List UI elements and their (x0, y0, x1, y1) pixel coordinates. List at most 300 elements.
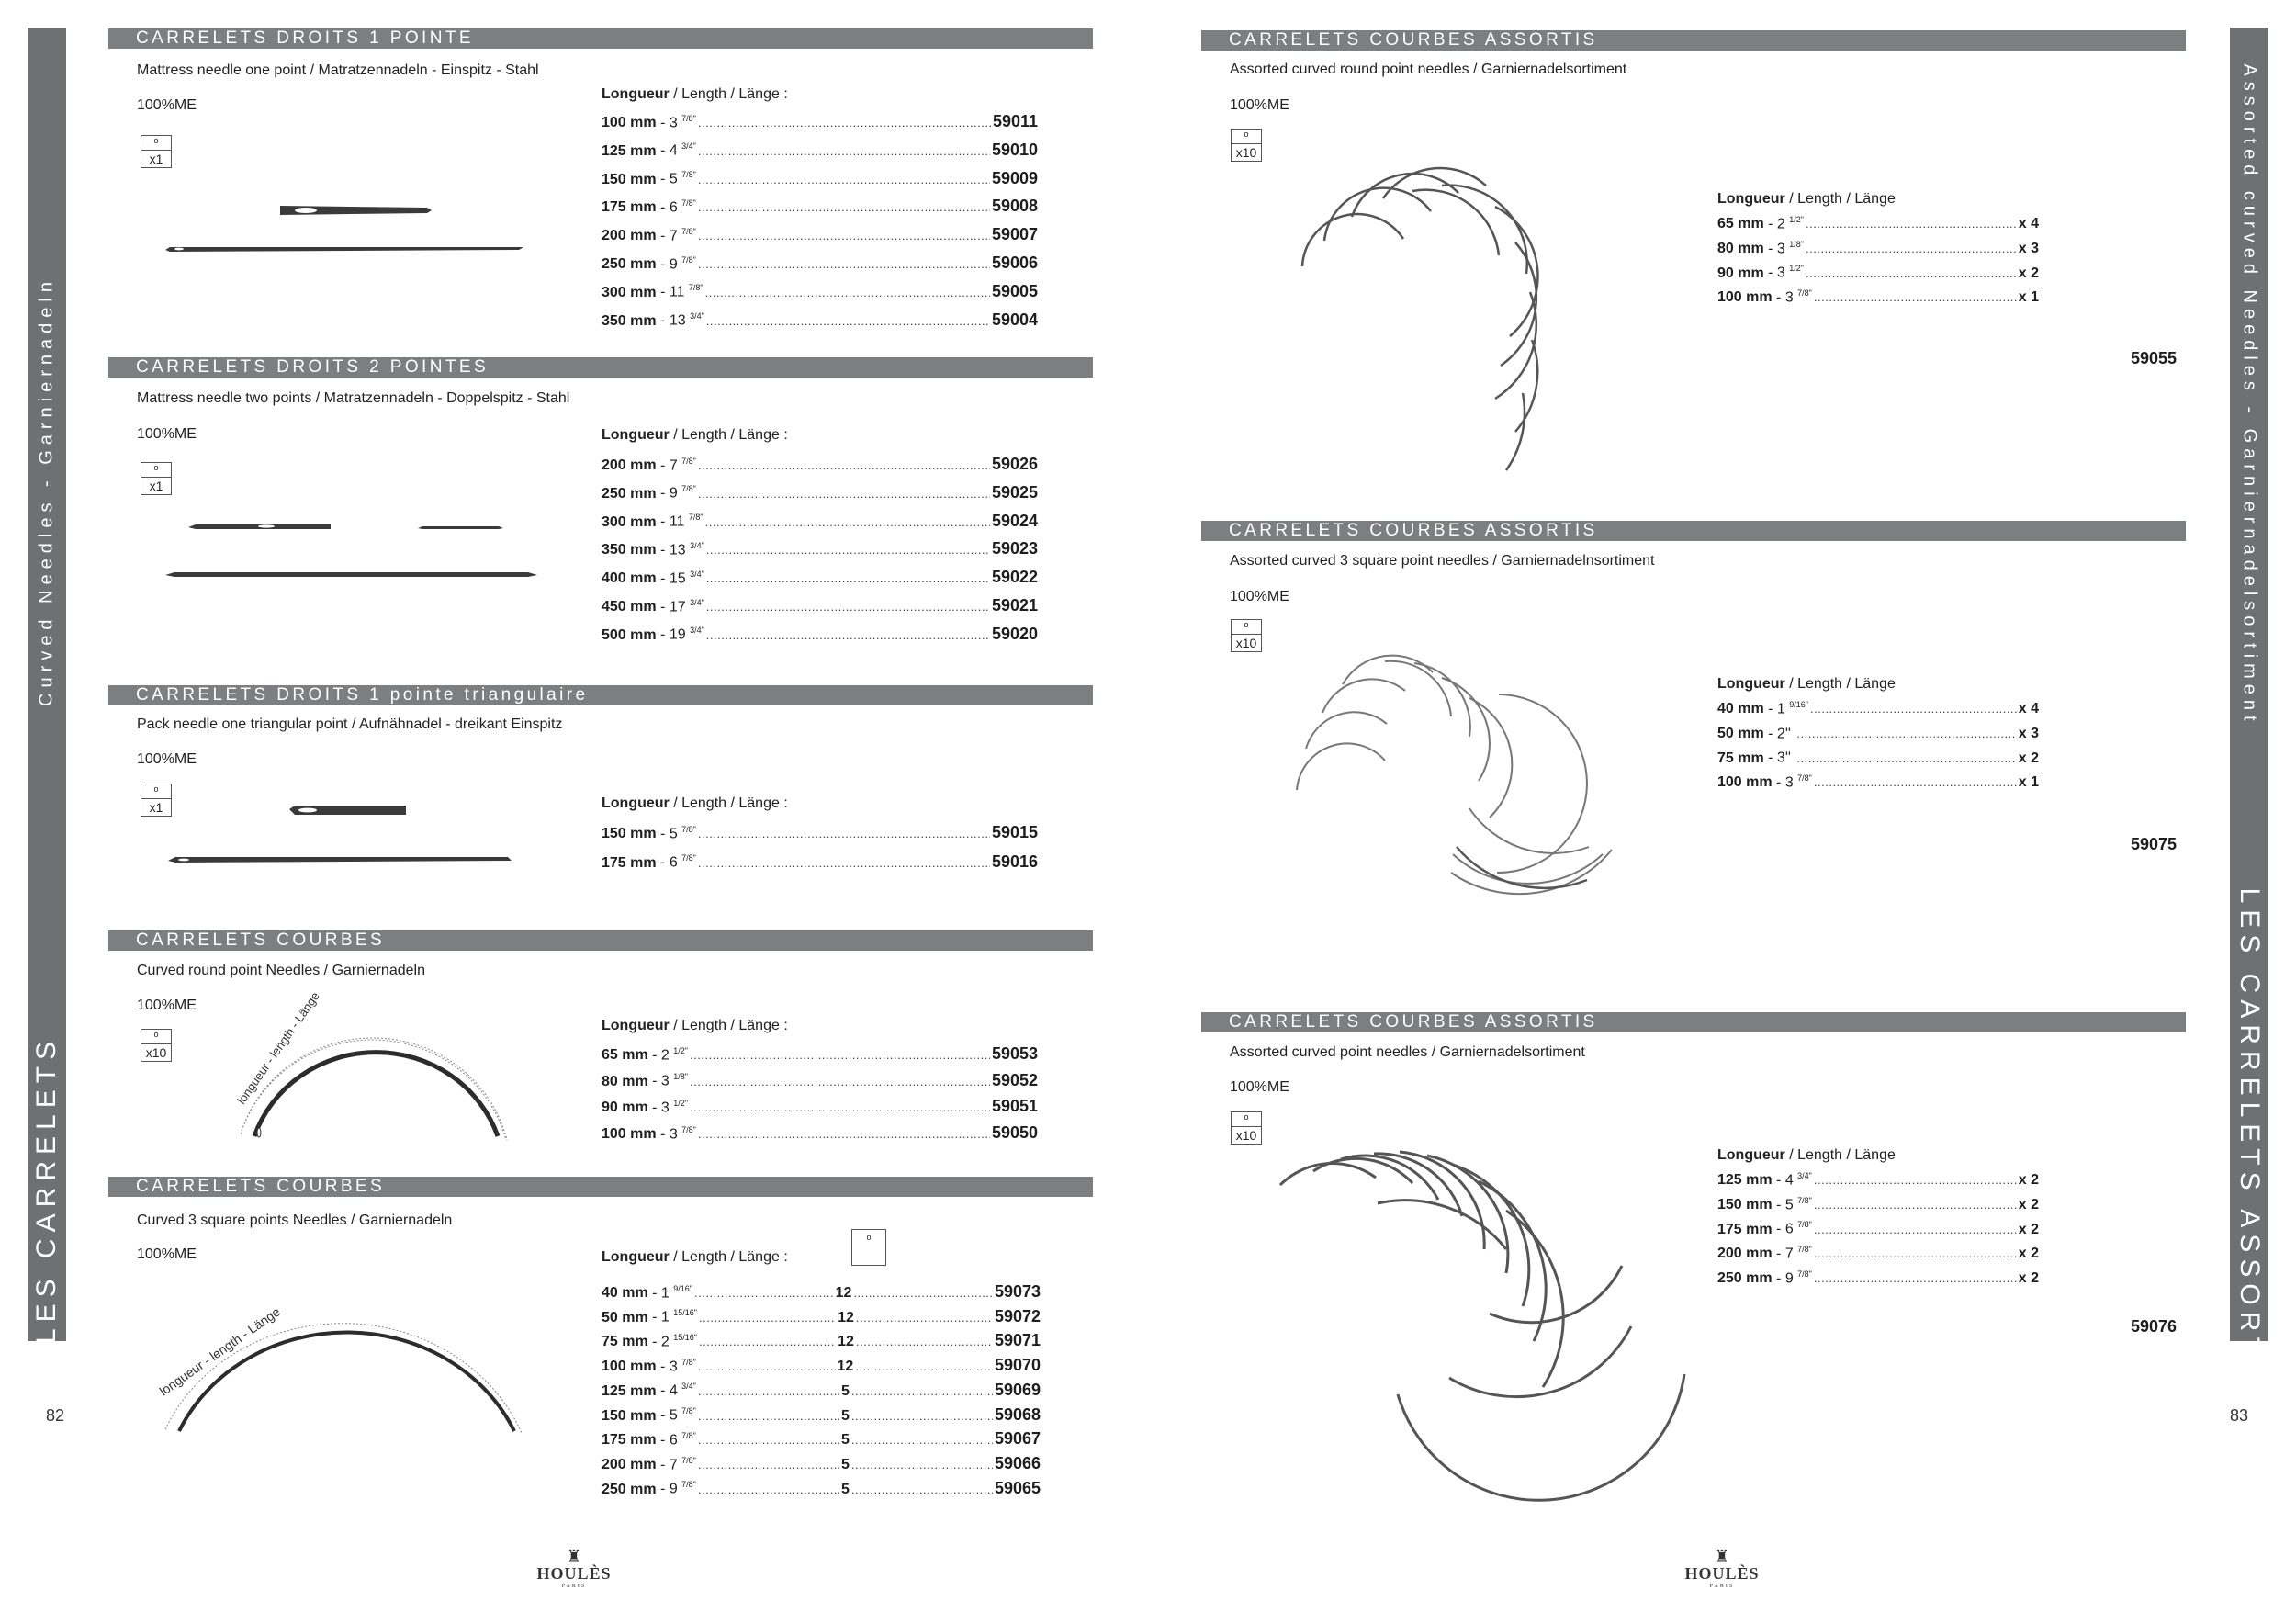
crown-icon: ♜ (1714, 1547, 1730, 1565)
leader-dots (706, 571, 990, 585)
row-inch: - 6 $^{7/8"}$ (656, 198, 696, 216)
row-size: 125 mm (602, 1382, 657, 1399)
section-title: CARRELETS DROITS 1 POINTE (108, 28, 1093, 49)
product-row (602, 1429, 1041, 1453)
row-inch: - 9 $^{7/8"}$ (656, 1480, 696, 1497)
row-inch: - 7 $^{7/8"}$ (656, 226, 696, 244)
row-inch: - 3 $^{1/2"}$ (647, 1099, 688, 1116)
row-inch-fraction: 7/8" (681, 170, 696, 180)
leader-dots (699, 1335, 836, 1348)
product-row (1717, 1220, 2039, 1244)
row-inch-fraction: 3/4" (1797, 1171, 1812, 1180)
row-inch-fraction: 7/8" (1797, 1220, 1812, 1230)
product-row (1717, 288, 2039, 312)
arc-dimension-label: longueur - length - Länge (156, 1303, 283, 1399)
row-size: 125 mm (1717, 1172, 1773, 1189)
length-header (1717, 1147, 1896, 1164)
row-quantity: x 2 (2018, 1270, 2039, 1287)
row-inch-fraction: 7/8" (1797, 1245, 1812, 1255)
brand-city: PARIS (561, 1584, 587, 1589)
product-row (602, 596, 1038, 620)
row-quantity: x 2 (2018, 1172, 2039, 1189)
row-size: 65 mm (602, 1047, 648, 1063)
curved-3-square-needle-image (147, 1268, 551, 1451)
row-inch-fraction: 7/8" (681, 1455, 696, 1465)
material-label: 100%ME (1230, 1079, 1289, 1095)
row-inch-whole: 9 (1784, 1270, 1794, 1287)
section-subtitle: Curved 3 square points Needles / Garniernadeln (137, 1212, 453, 1228)
row-quantity: x 2 (2018, 1197, 2039, 1213)
row-inch-whole: 3 (669, 115, 678, 130)
page-number-right: 83 (2230, 1406, 2249, 1425)
leader-dots (706, 314, 990, 328)
leader-dots (1814, 1173, 2017, 1187)
row-code: 59009 (991, 168, 1038, 187)
row-pack: 12 (838, 1334, 854, 1350)
product-row (1717, 749, 2039, 773)
leader-dots (1814, 290, 2017, 304)
row-size: 40 mm (602, 1285, 648, 1301)
row-pack: 12 (837, 1359, 854, 1375)
row-inch-fraction: 7/8" (688, 283, 703, 293)
assorted-curved-point-needles-image (1277, 1111, 1699, 1460)
product-row (602, 112, 1038, 136)
section-title: CARRELETS COURBES ASSORTIS (1201, 30, 2186, 51)
double-point-needle-image (161, 514, 546, 588)
row-code: 59051 (991, 1097, 1038, 1116)
leader-dots (1814, 775, 2017, 789)
row-inch: - 19 $^{3/4"}$ (656, 626, 704, 643)
assorted-curved-needles-image (1286, 138, 1671, 487)
leader-dots (698, 200, 990, 214)
row-inch-whole: 19 (669, 626, 686, 643)
leader-dots (698, 229, 990, 242)
row-inch-whole: 3 (660, 1073, 670, 1089)
product-row (602, 1071, 1038, 1095)
row-size: 90 mm (602, 1100, 648, 1116)
row-code: 59004 (991, 310, 1038, 329)
row-inch-whole: 9 (669, 485, 678, 502)
row-inch-fraction: 3/4" (681, 141, 696, 152)
product-row (1717, 1196, 2039, 1220)
length-header (602, 427, 788, 444)
row-size: 300 mm (602, 513, 657, 530)
pack-dot-icon: o (153, 1030, 159, 1039)
row-code: 59025 (991, 482, 1038, 502)
row-inch-fraction: 3/4" (690, 541, 704, 551)
row-inch-fraction: 7/8" (681, 1357, 696, 1367)
arc-dimension-label: longueur - length - Länge (234, 989, 322, 1107)
leader-dots (698, 1409, 839, 1423)
pack-dot-icon: o (1244, 130, 1249, 139)
leader-dots (706, 600, 990, 614)
product-row (602, 1479, 1041, 1503)
pack-quantity-box (141, 135, 172, 168)
row-inch: - 9 $^{7/8"}$ (1772, 1269, 1812, 1287)
row-inch: - 4 $^{3/4"}$ (656, 1382, 696, 1399)
leader-dots (698, 1359, 836, 1373)
row-size: 150 mm (602, 826, 657, 841)
row-inch-whole: 2 (1776, 216, 1785, 232)
pack-quantity: x1 (141, 150, 171, 167)
row-size: 100 mm (1717, 289, 1773, 306)
row-inch-fraction: 1/2" (1789, 215, 1804, 224)
row-inch-whole: 2 (660, 1334, 670, 1350)
row-inch-whole: 5 (669, 1407, 678, 1424)
row-inch-whole: 2'' (1776, 726, 1791, 742)
leader-dots (705, 286, 990, 299)
row-pack: 12 (838, 1309, 854, 1325)
row-size: 350 mm (602, 312, 657, 329)
row-code: 59071 (994, 1331, 1041, 1350)
pack-dot-icon: o (153, 136, 159, 145)
section-title: CARRELETS COURBES (108, 930, 1093, 951)
row-code: 59024 (991, 511, 1038, 530)
row-inch: - 3 $^{1/8"}$ (1763, 239, 1804, 257)
row-code: 59052 (991, 1070, 1038, 1089)
row-pack: 12 (835, 1285, 852, 1301)
leader-dots (698, 827, 990, 840)
row-inch-fraction: 3/4" (681, 1382, 696, 1392)
row-inch: - 17 $^{3/4"}$ (656, 597, 704, 615)
length-header-rest: / Length / Länge : (669, 86, 788, 102)
row-inch: - 5 $^{7/8"}$ (1772, 1195, 1812, 1213)
row-size: 175 mm (602, 854, 657, 871)
length-header-rest: / Length / Länge : (669, 1018, 788, 1033)
row-inch: - 4 $^{3/4"}$ (656, 141, 696, 159)
row-inch-whole: 17 (669, 599, 686, 615)
product-row (1717, 700, 2039, 724)
row-inch: - 2'' (1763, 726, 1791, 742)
row-inch-fraction: 3/4" (690, 626, 704, 636)
product-row (1717, 264, 2039, 288)
product-row (602, 1331, 1041, 1355)
leader-dots (690, 1048, 990, 1062)
length-header-rest: / Length / Länge : (669, 427, 788, 443)
row-inch: - 3 $^{7/8"}$ (656, 1357, 696, 1375)
row-code: 59069 (994, 1380, 1041, 1399)
row-size: 200 mm (602, 1456, 657, 1472)
row-size: 400 mm (602, 570, 657, 587)
leader-dots (1810, 702, 2017, 716)
section-subtitle: Curved round point Needles / Garniernadeln (137, 963, 425, 978)
leader-dots (1806, 266, 2017, 280)
row-quantity: x 2 (2018, 1246, 2039, 1262)
row-inch-fraction: 3/4" (690, 569, 704, 579)
row-inch-whole: 1 (660, 1285, 670, 1301)
row-code: 59015 (991, 823, 1038, 841)
row-inch-fraction: 7/8" (681, 484, 696, 494)
crown-icon: ♜ (566, 1547, 582, 1565)
row-inch-whole: 3 (1776, 265, 1785, 281)
row-inch-fraction: 9/16" (1789, 700, 1808, 709)
leader-dots (853, 1286, 993, 1300)
row-inch-fraction: 9/16" (673, 1283, 692, 1293)
row-code: 59067 (994, 1429, 1041, 1449)
leader-dots (698, 116, 991, 130)
row-inch-fraction: 1/2" (673, 1099, 688, 1109)
row-size: 175 mm (602, 199, 657, 216)
row-code: 59072 (994, 1306, 1041, 1325)
section-subtitle: Assorted curved point needles / Garniernadelsortiment (1230, 1044, 1585, 1060)
section-title: CARRELETS DROITS 1 pointe triangulaire (108, 685, 1093, 705)
row-size: 200 mm (602, 457, 657, 473)
row-inch-fraction: 7/8" (681, 113, 696, 123)
leader-dots (851, 1384, 993, 1398)
product-row (602, 625, 1038, 648)
leader-dots (851, 1433, 993, 1447)
triangular-needle-image (161, 790, 546, 863)
product-row (602, 1356, 1041, 1380)
row-pack: 5 (840, 1456, 850, 1472)
left-sidebar-bottom-text: LES CARRELETS (31, 1034, 62, 1345)
row-inch-whole: 7 (669, 1456, 678, 1472)
row-inch: - 3 $^{7/8"}$ (656, 113, 696, 130)
leader-dots (1814, 1246, 2017, 1260)
row-inch-whole: 7 (669, 228, 678, 244)
length-header (602, 1249, 788, 1266)
section-title: CARRELETS COURBES (108, 1177, 1093, 1197)
length-header (602, 86, 788, 103)
row-size: 150 mm (602, 171, 657, 187)
row-inch-fraction: 7/8" (1797, 1195, 1812, 1205)
row-inch-fraction: 7/8" (681, 1430, 696, 1440)
row-inch-whole: 6 (669, 854, 678, 871)
product-row (602, 1123, 1038, 1147)
row-inch: - 7 $^{7/8"}$ (656, 1455, 696, 1472)
product-row (1717, 215, 2039, 239)
length-header (1717, 191, 1896, 208)
length-header-rest: / Length / Länge : (669, 1249, 788, 1265)
pack-quantity: x10 (1232, 143, 1261, 161)
leader-dots (856, 1335, 993, 1348)
row-inch-whole: 6 (1784, 1221, 1794, 1237)
product-row (602, 852, 1038, 876)
row-inch-whole: 5 (669, 826, 678, 841)
row-inch-whole: 3 (1784, 774, 1794, 791)
row-inch-fraction: 15/16" (673, 1333, 697, 1343)
leader-dots (706, 543, 990, 557)
product-row (602, 1282, 1041, 1306)
row-inch: - 15 $^{3/4"}$ (656, 569, 704, 587)
row-inch-whole: 2 (660, 1047, 670, 1063)
row-inch: - 6 $^{7/8"}$ (656, 853, 696, 871)
row-inch-fraction: 3/4" (690, 597, 704, 607)
length-header-rest: / Length / Länge (1784, 191, 1896, 207)
material-label: 100%ME (1230, 97, 1289, 113)
left-sidebar-top-text: Curved Needles - Garniernadeln (36, 276, 57, 706)
row-quantity: x 4 (2018, 701, 2039, 717)
leader-dots (698, 1483, 839, 1496)
row-inch-fraction: 1/8" (673, 1072, 688, 1082)
length-header-rest: / Length / Länge (1784, 676, 1896, 692)
row-size: 80 mm (1717, 241, 1764, 257)
brand-logo (528, 1548, 620, 1589)
row-inch: - 6 $^{7/8"}$ (656, 1430, 696, 1449)
material-label: 100%ME (137, 751, 197, 767)
length-header-bold: Longueur (1717, 676, 1785, 692)
row-inch: - 1 $^{9/16"}$ (647, 1283, 692, 1301)
section-title: CARRELETS COURBES ASSORTIS (1201, 521, 2186, 541)
leader-dots (1806, 242, 2017, 255)
pack-quantity: x10 (141, 1043, 171, 1061)
row-size: 200 mm (602, 228, 657, 244)
product-row (602, 568, 1038, 592)
product-row (602, 310, 1038, 334)
row-pack: 5 (840, 1382, 850, 1399)
row-size: 50 mm (602, 1309, 648, 1325)
row-inch-whole: 3 (669, 1126, 678, 1143)
leader-dots (699, 1311, 836, 1325)
length-header (602, 795, 788, 812)
row-size: 50 mm (1717, 726, 1764, 742)
product-row (1717, 1171, 2039, 1195)
row-quantity: x 3 (2018, 241, 2039, 257)
row-inch-whole: 7 (1784, 1246, 1794, 1262)
leader-dots (856, 1311, 993, 1325)
row-size: 250 mm (602, 1481, 657, 1497)
leader-dots (851, 1409, 993, 1423)
row-inch-whole: 4 (669, 142, 678, 159)
pack-dot-icon: o (1244, 1112, 1249, 1122)
row-inch-whole: 6 (669, 199, 678, 216)
row-code: 59070 (994, 1356, 1041, 1375)
row-inch: - 13 $^{3/4"}$ (656, 541, 704, 558)
row-pack: 5 (840, 1407, 850, 1424)
product-row (602, 1405, 1041, 1429)
product-row (602, 483, 1038, 507)
row-size: 90 mm (1717, 265, 1764, 281)
leader-dots (1806, 217, 2017, 231)
brand-city: PARIS (1709, 1584, 1735, 1589)
length-header (602, 1018, 788, 1034)
row-inch: - 3 $^{7/8"}$ (1772, 773, 1812, 791)
straight-needle-image (161, 193, 546, 266)
row-inch-whole: 3'' (1776, 750, 1791, 766)
product-row (602, 1381, 1041, 1404)
product-row (602, 823, 1038, 847)
row-inch: - 5 $^{7/8"}$ (656, 170, 696, 187)
row-inch-whole: 1 (660, 1309, 670, 1325)
row-quantity: x 1 (2018, 774, 2039, 791)
leader-dots (698, 257, 990, 271)
row-code: 59022 (991, 568, 1038, 587)
row-inch-fraction: 15/16" (673, 1308, 697, 1318)
row-inch: - 13 $^{3/4"}$ (656, 311, 704, 329)
leader-dots (851, 1458, 993, 1472)
row-inch-whole: 9 (669, 1481, 678, 1497)
row-code: 59065 (994, 1478, 1041, 1497)
length-header-bold: Longueur (602, 86, 670, 102)
product-code: 59075 (2131, 835, 2178, 853)
pack-dot-icon: o (866, 1233, 872, 1242)
row-inch-whole: 13 (669, 312, 686, 329)
pack-quantity: x1 (141, 477, 171, 494)
leader-dots (698, 1127, 990, 1141)
row-size: 75 mm (602, 1334, 648, 1350)
length-header-bold: Longueur (1717, 191, 1785, 207)
row-size: 75 mm (1717, 750, 1764, 766)
row-size: 100 mm (602, 1126, 657, 1143)
material-label: 100%ME (137, 426, 197, 442)
pack-quantity: x1 (141, 798, 171, 816)
row-code: 59073 (994, 1282, 1041, 1301)
row-inch-fraction: 3/4" (690, 311, 704, 321)
leader-dots (698, 1384, 839, 1398)
row-size: 200 mm (1717, 1246, 1773, 1262)
section-subtitle: Assorted curved 3 square point needles / Garniernadelnsortiment (1230, 553, 1655, 569)
row-inch-whole: 11 (669, 284, 685, 300)
row-size: 250 mm (602, 485, 657, 502)
leader-dots (1814, 1223, 2017, 1236)
row-pack: 5 (840, 1432, 850, 1449)
leader-dots (698, 1433, 839, 1447)
row-code: 59023 (991, 539, 1038, 558)
product-row (1717, 1245, 2039, 1269)
row-size: 100 mm (602, 115, 657, 130)
row-inch: - 6 $^{7/8"}$ (1772, 1220, 1812, 1237)
leader-dots (1814, 1271, 2017, 1285)
leader-dots (851, 1483, 993, 1496)
row-inch-fraction: 7/8" (681, 456, 696, 466)
leader-dots (1796, 751, 2016, 765)
row-pack: 5 (840, 1481, 850, 1497)
section-subtitle: Pack needle one triangular point / Aufnähnadel - dreikant Einspitz (137, 716, 563, 732)
row-inch: - 3'' (1763, 750, 1791, 766)
row-code: 59011 (992, 112, 1038, 130)
row-size: 500 mm (602, 626, 657, 643)
row-inch-whole: 7 (669, 457, 678, 473)
row-inch: - 9 $^{7/8"}$ (656, 254, 696, 272)
row-inch-fraction: 1/8" (1789, 239, 1804, 249)
row-code: 59068 (994, 1404, 1041, 1424)
row-size: 40 mm (1717, 701, 1764, 717)
pack-quantity-box (1231, 129, 1262, 162)
row-quantity: x 3 (2018, 726, 2039, 742)
row-quantity: x 4 (2018, 216, 2039, 232)
row-code: 59006 (991, 254, 1038, 272)
product-row (1717, 725, 2039, 749)
leader-dots (855, 1359, 993, 1373)
section-subtitle: Mattress needle two points / Matratzennadeln - Doppelspitz - Stahl (137, 390, 570, 406)
leader-dots (698, 487, 990, 501)
product-code: 59055 (2131, 349, 2178, 367)
length-header-bold: Longueur (602, 1249, 670, 1265)
row-quantity: x 2 (2018, 1221, 2039, 1237)
pack-quantity-box (1231, 619, 1262, 652)
leader-dots (698, 144, 990, 158)
row-inch-whole: 3 (660, 1100, 670, 1116)
row-inch: - 3 $^{1/8"}$ (647, 1072, 688, 1089)
row-code: 59026 (991, 455, 1038, 473)
section-subtitle: Assorted curved round point needles / Garniernadelsortiment (1230, 62, 1627, 77)
product-row (602, 455, 1038, 479)
row-size: 100 mm (602, 1359, 657, 1375)
row-size: 300 mm (602, 284, 657, 300)
row-code: 59016 (991, 851, 1038, 871)
product-row (1717, 773, 2039, 797)
length-header-bold: Longueur (602, 427, 670, 443)
row-inch: - 9 $^{7/8"}$ (656, 484, 696, 502)
row-inch-fraction: 7/8" (681, 198, 696, 209)
row-size: 125 mm (602, 142, 657, 159)
length-header-bold: Longueur (602, 1018, 670, 1033)
row-code: 59010 (991, 140, 1038, 159)
leader-dots (706, 628, 990, 642)
length-header-rest: / Length / Länge (1784, 1147, 1896, 1163)
row-inch-whole: 3 (669, 1359, 678, 1375)
pack-dot-icon: o (1244, 620, 1249, 629)
